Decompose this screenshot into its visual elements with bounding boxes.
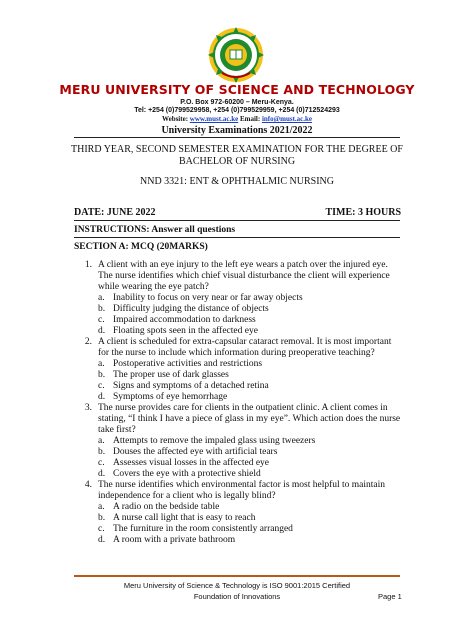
option-letter: a. — [98, 293, 105, 303]
option-text: A radio on the bedside table — [113, 502, 220, 512]
option-text: Douses the affected eye with artificial tears — [113, 447, 278, 457]
option-letter: b. — [98, 304, 106, 314]
option-text: Inability to focus on very near or far away objects — [113, 293, 303, 303]
question-number: 4. — [84, 480, 92, 490]
answer-option — [74, 304, 404, 315]
option-letter: a. — [98, 436, 105, 446]
question — [74, 480, 404, 546]
option-text: Symptoms of eye hemorrhage — [113, 392, 228, 402]
option-letter: d. — [98, 535, 106, 545]
telephone: Tel: +254 (0)799529958, +254 (0)799529959, +254 (0)712524293 — [134, 107, 340, 114]
website-link[interactable]: www.must.ac.ke — [189, 115, 239, 123]
question-number: 1. — [84, 260, 92, 270]
date-divider — [74, 220, 400, 221]
option-text: Attempts to remove the impaled glass using tweezers — [113, 436, 316, 446]
question-number: 2. — [84, 337, 92, 347]
option-letter: a. — [98, 502, 105, 512]
header-divider — [74, 137, 400, 138]
answer-option — [74, 469, 404, 480]
email-link[interactable]: info@must.ac.ke — [261, 115, 313, 123]
page-number: Page 1 — [378, 592, 402, 601]
answer-option — [74, 513, 404, 524]
option-text: Impaired accommodation to darkness — [113, 315, 256, 325]
footer-motto: Foundation of Innovations — [193, 592, 281, 601]
question-text: A client with an eye injury to the left eye wears a patch over the injured eye. The nurse identifies which chief visual disturbance the client will experience while wearing the eye patch? — [98, 260, 390, 292]
answer-option — [74, 502, 404, 513]
question-text: A client is scheduled for extra-capsular cataract removal. It is most important for the nurse to include which information during preoperative teaching? — [98, 337, 392, 358]
answer-option — [74, 381, 404, 392]
answer-option — [74, 436, 404, 447]
option-text: Assesses visual losses in the affected eye — [113, 458, 270, 468]
option-letter: c. — [98, 458, 105, 468]
email-label: Email: — [239, 115, 261, 123]
answer-option — [74, 458, 404, 469]
instructions: INSTRUCTIONS: Answer all questions — [74, 225, 236, 235]
option-letter: a. — [98, 359, 105, 369]
footer-certification: Meru University of Science & Technology is ISO 9001:2015 Certified — [123, 581, 351, 590]
section-heading: SECTION A: MCQ (20MARKS) — [74, 242, 208, 252]
option-text: Signs and symptoms of a detached retina — [113, 381, 269, 391]
option-letter: b. — [98, 513, 106, 523]
instructions-divider — [74, 237, 400, 238]
option-letter: d. — [98, 469, 106, 479]
question-text: The nurse identifies which environmental factor is most helpful to maintain independence for a client who is legally blind? — [98, 480, 386, 501]
answer-option — [74, 359, 404, 370]
option-text: Floating spots seen in the affected eye — [113, 326, 258, 336]
answer-option — [74, 315, 404, 326]
exam-title-line1: THIRD YEAR, SECOND SEMESTER EXAMINATION FOR THE DEGREE OF — [71, 144, 403, 155]
option-text: The furniture in the room consistently arranged — [113, 524, 293, 534]
answer-option — [74, 524, 404, 535]
po-box: P.O. Box 972-60200 – Meru-Kenya. — [180, 99, 294, 106]
university-name: MERU UNIVERSITY OF SCIENCE AND TECHNOLOGY — [59, 82, 415, 97]
option-letter: b. — [98, 447, 106, 457]
footer-divider — [74, 575, 400, 577]
exam-session: University Examinations 2021/2022 — [161, 125, 313, 136]
university-logo-icon — [206, 26, 266, 84]
option-text: Covers the eye with a protective shield — [113, 469, 261, 479]
question-list — [74, 260, 404, 546]
question — [74, 260, 404, 337]
exam-time: TIME: 3 HOURS — [325, 207, 401, 218]
answer-option — [74, 293, 404, 304]
option-text: A nurse call light that is easy to reach — [113, 513, 256, 523]
option-text: Difficulty judging the distance of objects — [113, 304, 269, 314]
course-title: NND 3321: ENT & OPHTHALMIC NURSING — [140, 176, 334, 187]
option-letter: c. — [98, 524, 105, 534]
website-label: Website: — [161, 115, 189, 123]
answer-option — [74, 326, 404, 337]
exam-date: DATE: JUNE 2022 — [74, 207, 156, 218]
answer-option — [74, 392, 404, 403]
answer-option — [74, 447, 404, 458]
question — [74, 337, 404, 403]
option-letter: d. — [98, 326, 106, 336]
option-text: A room with a private bathroom — [113, 535, 236, 545]
option-letter: b. — [98, 370, 106, 380]
option-letter: d. — [98, 392, 106, 402]
question-number: 3. — [84, 403, 92, 413]
option-letter: c. — [98, 315, 105, 325]
answer-option — [74, 535, 404, 546]
option-text: The proper use of dark glasses — [113, 370, 229, 380]
question — [74, 403, 404, 480]
exam-title-line2: BACHELOR OF NURSING — [178, 156, 296, 167]
question-text: The nurse provides care for clients in the outpatient clinic. A client comes in stating, “I think I have a piece of glass in my eye”. Which action does the nurse take first? — [98, 403, 401, 435]
answer-option — [74, 370, 404, 381]
contact-line — [0, 115, 474, 123]
option-text: Postoperative activities and restrictions — [113, 359, 263, 369]
option-letter: c. — [98, 381, 105, 391]
